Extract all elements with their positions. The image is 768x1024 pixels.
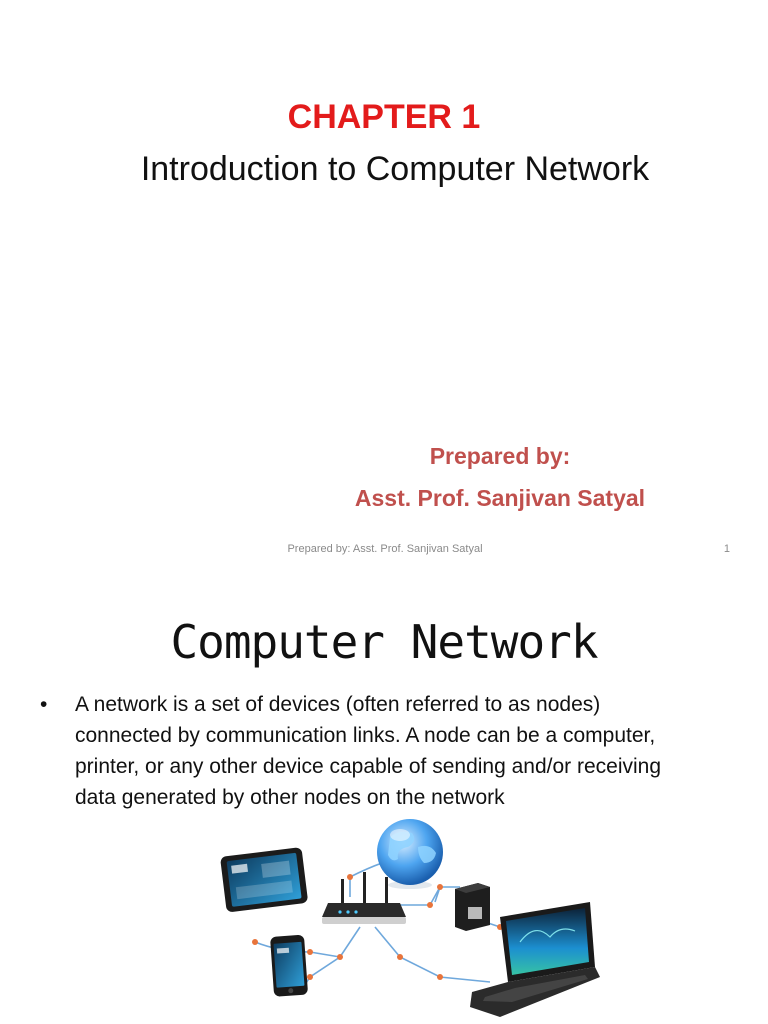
tablet-icon xyxy=(220,847,308,913)
slide-subtitle: Introduction to Computer Network xyxy=(140,150,650,188)
prepared-by-label: Prepared by: xyxy=(429,443,571,469)
slide-2 xyxy=(0,577,768,1024)
prepared-by-name: Asst. Prof. Sanjivan Satyal xyxy=(354,485,646,511)
bullet-text: A network is a set of devices (often referred to as nodes) connected by communication links. A node can be a computer, printer, or any other device capable of sending and/or receiving data generated by other nodes on the network xyxy=(75,693,662,809)
bullet-marker: • xyxy=(40,693,48,716)
slide-footer: Prepared by: Asst. Prof. Sanjivan Satyal xyxy=(287,543,483,555)
chapter-heading: CHAPTER 1 xyxy=(287,98,481,136)
smartphone-icon xyxy=(270,935,308,997)
network-illustration xyxy=(200,817,600,1024)
slide-title: Computer Network xyxy=(170,615,598,669)
bullet-item xyxy=(40,689,700,813)
hard-drive-icon xyxy=(455,883,490,931)
page-number: 1 xyxy=(723,543,730,555)
